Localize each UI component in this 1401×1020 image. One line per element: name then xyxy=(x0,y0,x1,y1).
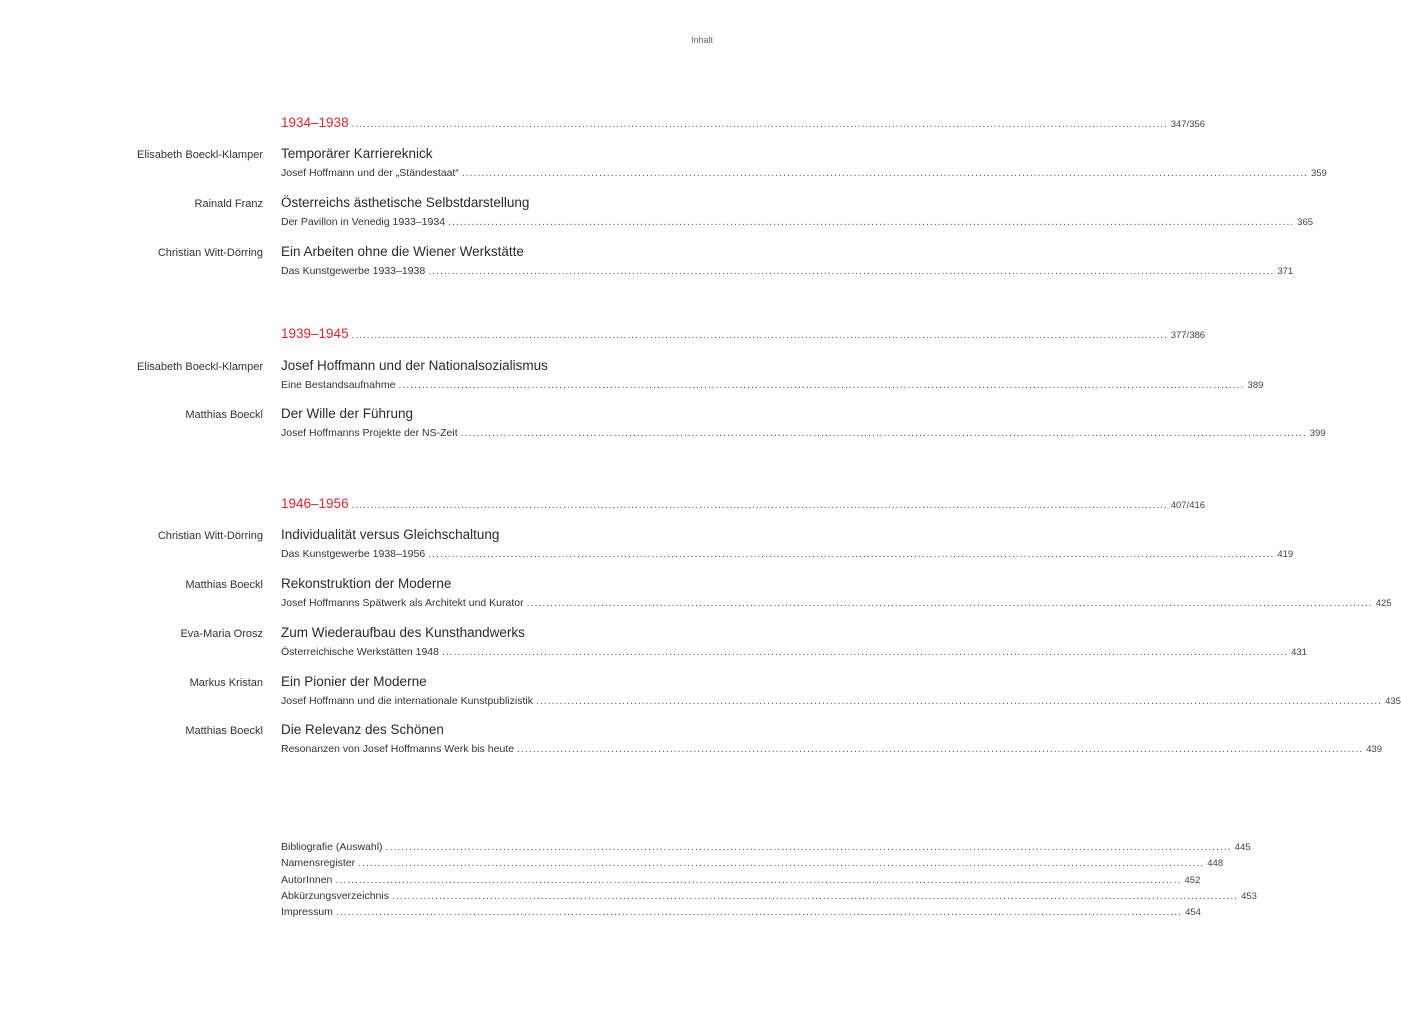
leader-dots: ........................................................................................................................................................................................................................ xyxy=(428,265,1275,277)
appendix-label: Bibliografie (Auswahl) xyxy=(281,841,383,853)
leader-dots: ........................................................................................................................................................................................................................ xyxy=(351,330,1168,341)
entry-author: Eva-Maria Orosz xyxy=(180,628,263,640)
entry-subtitle: Josef Hoffmanns Spätwerk als Architekt und Kurator xyxy=(281,597,524,609)
entry-title: Österreichs ästhetische Selbstdarstellung xyxy=(281,195,530,210)
leader-dots: ........................................................................................................................................................................................................................ xyxy=(391,890,1239,902)
entry-author: Matthias Boeckl xyxy=(185,409,263,421)
appendix-label: Namensregister xyxy=(281,857,356,869)
entry-page: 425 xyxy=(1375,598,1392,609)
entry-title: Individualität versus Gleichschaltung xyxy=(281,527,500,542)
appendix-page: 454 xyxy=(1185,907,1201,918)
entry-author: Matthias Boeckl xyxy=(185,579,263,591)
appendix-page: 448 xyxy=(1207,858,1224,869)
entry-page: 439 xyxy=(1366,744,1383,755)
leader-dots: ........................................................................................................................................................................................................................ xyxy=(441,646,1289,658)
entry-subtitle: Österreichische Werkstätten 1948 xyxy=(281,646,439,658)
appendix-item[interactable] xyxy=(281,890,1257,902)
entry-subtitle: Josef Hoffmanns Projekte der NS-Zeit xyxy=(281,427,458,439)
entry-subtitle-line xyxy=(281,695,1401,707)
section-title: 1934–1938 xyxy=(281,115,349,130)
entry-author: Christian Witt-Dörring xyxy=(157,530,263,542)
leader-dots: ........................................................................................................................................................................................................................ xyxy=(351,500,1168,511)
entry-subtitle-line xyxy=(281,427,1326,439)
entry-subtitle-line xyxy=(281,646,1307,658)
leader-dots: ........................................................................................................................................................................................................................ xyxy=(460,427,1307,439)
leader-dots: ........................................................................................................................................................................................................................ xyxy=(448,216,1295,228)
appendix-page: 453 xyxy=(1241,891,1257,902)
entry-title: Ein Pionier der Moderne xyxy=(281,674,427,689)
entry-subtitle: Resonanzen von Josef Hoffmanns Werk bis heute xyxy=(281,743,515,755)
section-heading[interactable] xyxy=(281,115,1206,130)
appendix-label: Impressum xyxy=(281,906,333,918)
section-title: 1946–1956 xyxy=(281,496,349,511)
entry-subtitle: Eine Bestandsaufnahme xyxy=(281,379,396,391)
entry-page: 359 xyxy=(1310,168,1327,179)
entry-page: 419 xyxy=(1277,549,1294,560)
entry-page: 365 xyxy=(1297,217,1314,228)
entry-author: Elisabeth Boeckl-Klamper xyxy=(137,149,263,161)
entry-page: 399 xyxy=(1309,428,1326,439)
leader-dots: ........................................................................................................................................................................................................................ xyxy=(358,857,1205,869)
leader-dots: ........................................................................................................................................................................................................................ xyxy=(461,167,1308,179)
appendix-page: 445 xyxy=(1234,842,1251,853)
running-header: Inhalt xyxy=(690,35,713,45)
section-pages: 407/416 xyxy=(1170,500,1206,511)
entry-subtitle: Das Kunstgewerbe 1933–1938 xyxy=(281,265,426,277)
section-title: 1939–1945 xyxy=(281,326,349,341)
appendix-item[interactable] xyxy=(281,874,1201,886)
entry-author: Rainald Franz xyxy=(194,198,263,210)
leader-dots: ........................................................................................................................................................................................................................ xyxy=(335,874,1182,886)
entry-title: Ein Arbeiten ohne die Wiener Werkstätte xyxy=(281,244,524,259)
entry-subtitle-line xyxy=(281,167,1327,179)
entry-subtitle-line xyxy=(281,597,1392,609)
entry-page: 371 xyxy=(1277,266,1294,277)
appendix-label: AutorInnen xyxy=(281,874,333,886)
section-pages: 377/386 xyxy=(1170,330,1206,341)
entry-title: Der Wille der Führung xyxy=(281,406,414,421)
appendix-label: Abkürzungsverzeichnis xyxy=(281,890,389,902)
leader-dots: ........................................................................................................................................................................................................................ xyxy=(535,695,1383,707)
leader-dots: ........................................................................................................................................................................................................................ xyxy=(398,379,1245,391)
entry-subtitle-line xyxy=(281,379,1264,391)
entry-subtitle-line xyxy=(281,548,1294,560)
entry-title: Josef Hoffmann und der Nationalsozialismus xyxy=(281,358,548,373)
entry-subtitle: Der Pavillon in Venedig 1933–1934 xyxy=(281,216,446,228)
entry-subtitle: Josef Hoffmann und die internationale Kunstpublizistik xyxy=(281,695,533,707)
appendix-item[interactable] xyxy=(281,906,1201,918)
appendix-page: 452 xyxy=(1184,875,1201,886)
appendix-item[interactable] xyxy=(281,857,1224,869)
leader-dots: ........................................................................................................................................................................................................................ xyxy=(428,548,1275,560)
leader-dots: ........................................................................................................................................................................................................................ xyxy=(335,906,1183,918)
section-heading[interactable] xyxy=(281,496,1206,511)
entry-title: Rekonstruktion der Moderne xyxy=(281,576,452,591)
entry-author: Matthias Boeckl xyxy=(185,725,263,737)
entry-subtitle-line xyxy=(281,265,1294,277)
entry-subtitle-line xyxy=(281,743,1383,755)
entry-title: Temporärer Karriereknick xyxy=(281,146,433,161)
entry-title: Zum Wiederaufbau des Kunsthandwerks xyxy=(281,625,525,640)
section-pages: 347/356 xyxy=(1170,119,1206,130)
entry-page: 435 xyxy=(1385,696,1401,707)
entry-page: 389 xyxy=(1247,380,1264,391)
entry-subtitle: Josef Hoffmann und der „Ständestaat“ xyxy=(281,167,459,179)
section-heading[interactable] xyxy=(281,326,1206,341)
entry-subtitle-line xyxy=(281,216,1314,228)
leader-dots: ........................................................................................................................................................................................................................ xyxy=(526,597,1373,609)
entry-page: 431 xyxy=(1291,647,1307,658)
entry-author: Markus Kristan xyxy=(189,677,263,689)
leader-dots: ........................................................................................................................................................................................................................ xyxy=(517,743,1364,755)
entry-author: Christian Witt-Dörring xyxy=(157,247,263,259)
leader-dots: ........................................................................................................................................................................................................................ xyxy=(351,119,1168,130)
appendix-item[interactable] xyxy=(281,841,1251,853)
entry-subtitle: Das Kunstgewerbe 1938–1956 xyxy=(281,548,426,560)
entry-title: Die Relevanz des Schönen xyxy=(281,722,444,737)
leader-dots: ........................................................................................................................................................................................................................ xyxy=(385,841,1232,853)
entry-author: Elisabeth Boeckl-Klamper xyxy=(137,361,263,373)
